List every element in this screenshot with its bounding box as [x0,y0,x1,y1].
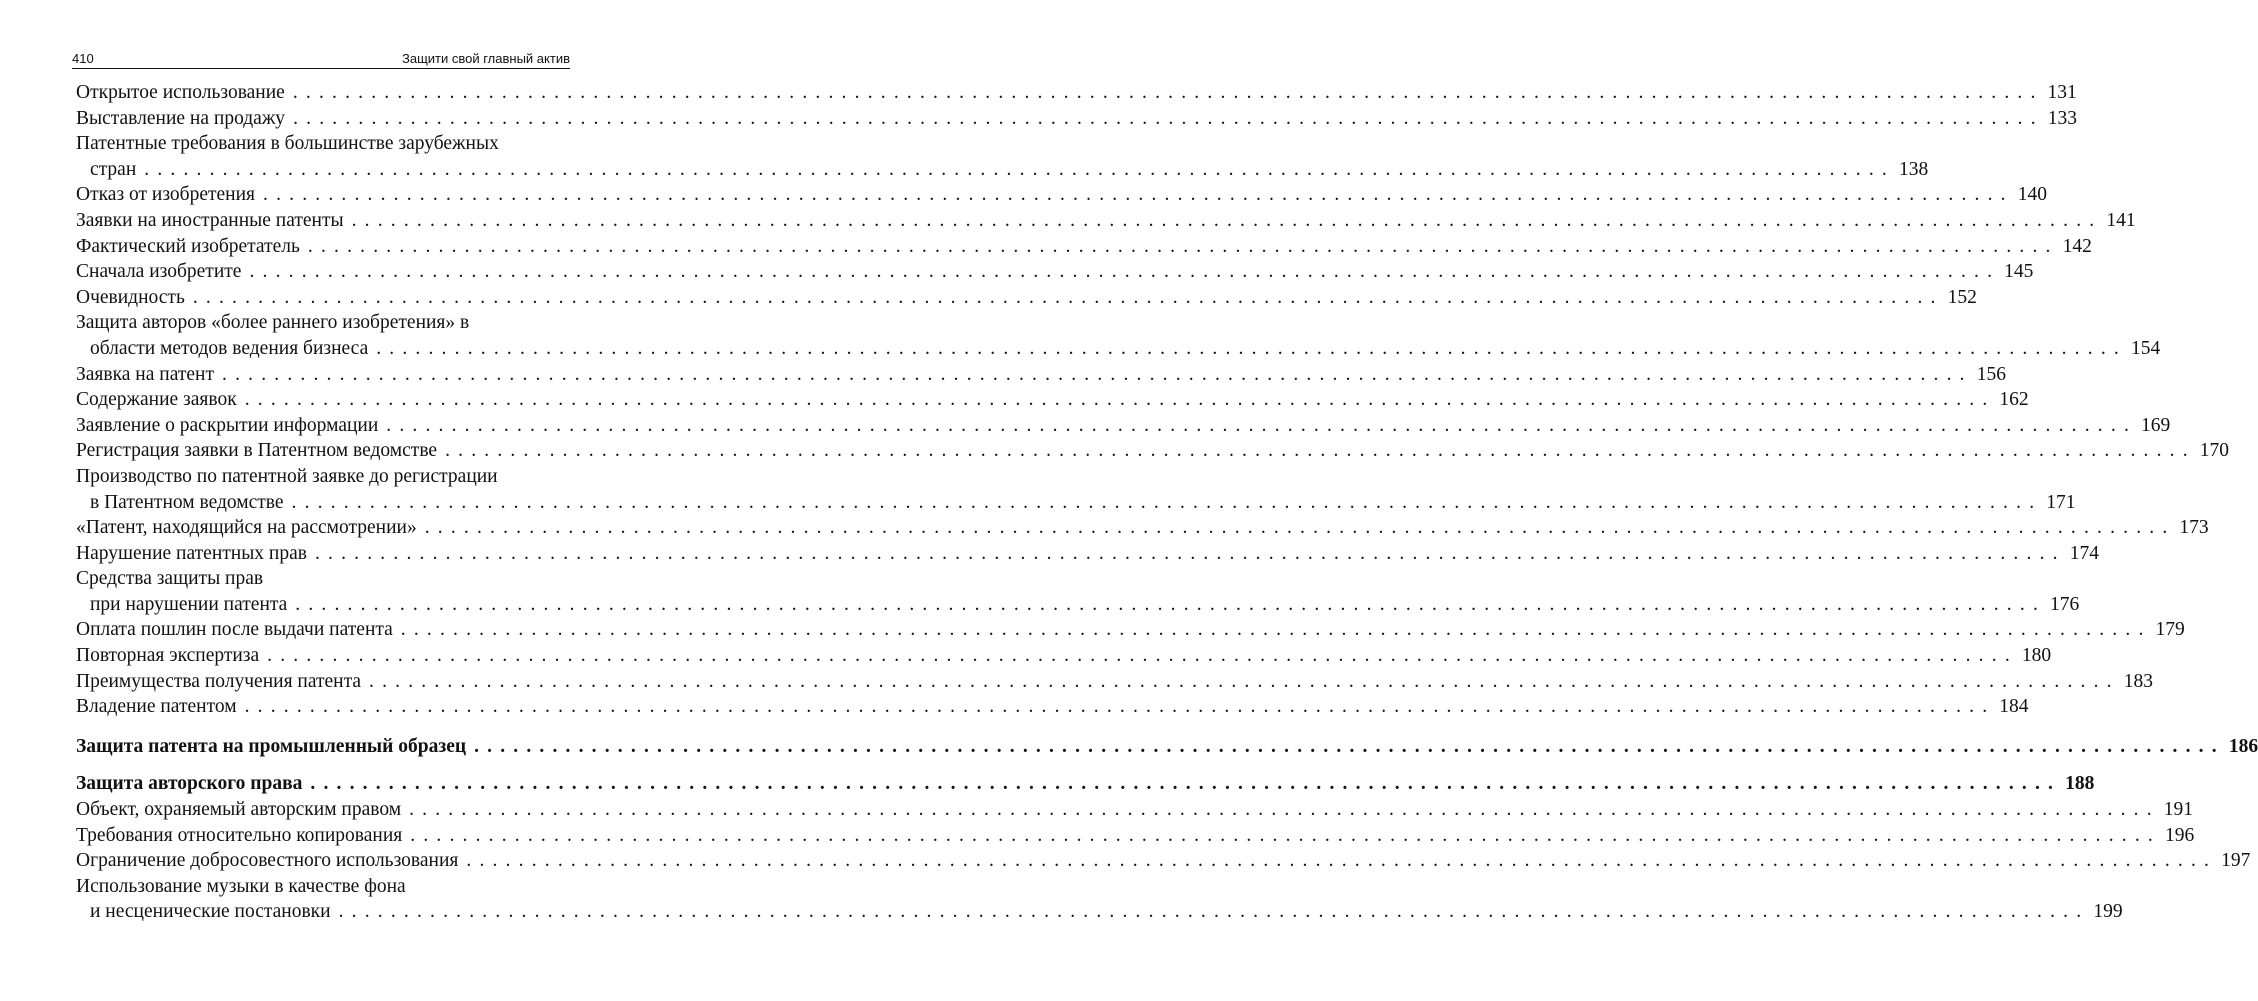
toc-entry-page: 169 [2141,414,2171,436]
dot-leader: ...................................................................................................................................... [400,619,2152,641]
toc-entry [76,669,2153,695]
dot-leader: ...................................................................................................................................... [263,184,2014,206]
toc-entry-title: Сначала изобретите [76,261,242,283]
toc-entry [76,592,2080,618]
toc-entry [76,387,2029,413]
toc-entry-title: Регистрация заявки в Патентном ведомстве [76,440,438,462]
toc-entry-page: 154 [2130,337,2161,359]
running-header [72,44,570,66]
dot-leader: ...................................................................................................................................... [291,491,2043,513]
toc-entry [76,617,2185,643]
toc-entry-page: 179 [2155,619,2185,641]
toc-entry [76,362,2006,388]
toc-entry-title-line1: Защита авторов «более раннего изобретения» в [76,312,470,334]
toc-entry-page: 170 [2199,440,2230,462]
toc-entry-page: 156 [1976,363,2006,385]
toc-entry-title: Заявление о раскрытии информации [76,414,379,436]
header-rule [72,68,570,69]
toc-entry-page: 138 [1898,158,1929,180]
toc-entry-title: Заявка на патент [76,363,214,385]
dot-leader: ...................................................................................................................................... [314,542,2066,564]
toc-entry [76,182,2047,208]
toc-section-heading [76,771,2095,797]
toc-entry [76,208,2136,234]
toc-entry-title: Заявки на иностранные патенты [76,209,344,231]
toc-entry [76,541,2099,567]
dot-leader: ...................................................................................................................................... [445,440,2196,462]
dot-leader: ...................................................................................................................................... [424,517,2176,539]
toc-entry-title-line1: Производство по патентной заявке до регистрации [76,465,498,487]
page-number: 410 [72,51,94,66]
toc-entry [76,515,2209,541]
toc-entry-page: 180 [2021,645,2052,667]
toc-entry-title-line1: Патентные требования в большинстве зарубежных [76,133,499,155]
dot-leader: ...................................................................................................................................... [474,735,2225,757]
dot-leader: ...................................................................................................................................... [307,235,2059,257]
toc-entry-title-line1: Использование музыки в качестве фона [76,875,406,897]
toc-entry-title: при нарушении патента [90,593,288,615]
dot-leader: ...................................................................................................................................... [310,773,2062,795]
toc-entry-title: Отказ от изобретения [76,184,256,206]
dot-leader: ...................................................................................................................................... [338,901,2090,923]
toc-entry-title: Содержание заявок [76,389,237,411]
dot-leader: ...................................................................................................................................... [376,337,2127,359]
toc-entry [76,643,2052,669]
toc-entry [76,848,2251,874]
toc-entry-page: 145 [2004,261,2034,283]
toc-entry [76,694,2029,720]
toc-entry-title: Нарушение патентных прав [76,542,307,564]
toc-entry-page: 183 [2123,670,2153,692]
dot-leader: ...................................................................................................................................... [369,670,2120,692]
dot-leader: ...................................................................................................................................... [267,645,2018,667]
toc-entry-title: Фактический изобретатель [76,235,300,257]
toc-entry [76,797,2194,823]
toc-entry [76,823,2195,849]
toc-entry-page: 152 [1947,286,1977,308]
toc-entry-title: Ограничение добросовестного использования [76,850,459,872]
running-title: Защити свой главный актив [402,51,570,66]
toc-entry-page: 191 [2163,799,2194,821]
toc-entry-page: 199 [2093,901,2123,923]
dot-leader: ...................................................................................................................................... [351,209,2103,231]
toc-entry-page: 186 [2228,735,2258,757]
toc-entry [76,106,2078,132]
toc-entry-title-line1: Средства защиты прав [76,568,264,590]
toc-entry-page: 197 [2221,850,2251,872]
dot-leader: ...................................................................................................................................... [144,158,1895,180]
toc-entry-title: Защита патента на промышленный образец [76,735,467,757]
dot-leader: ...................................................................................................................................... [249,261,2001,283]
toc-entry-title: Преимущества получения патента [76,670,362,692]
toc-entry-page: 141 [2106,209,2136,231]
toc-entry-page: 171 [2046,491,2076,513]
toc-entry [76,285,1977,311]
toc-entry [76,80,2077,106]
toc-entry-title: Повторная экспертиза [76,645,260,667]
toc-entry [76,899,2123,925]
dot-leader: ...................................................................................................................................... [244,696,1996,718]
toc-entry [76,234,2092,260]
toc-entry-title: Открытое использование [76,82,285,103]
dot-leader: ...................................................................................................................................... [244,389,1996,411]
toc-entry-title: Объект, охраняемый авторским правом [76,799,402,821]
dot-leader: ...................................................................................................................................... [409,799,2160,821]
toc-entry-page: 184 [1999,696,2029,718]
toc-entry [76,157,1929,183]
toc-entry-title: области методов ведения бизнеса [90,337,369,359]
toc-entry-title: в Патентном ведомстве [90,491,284,513]
toc-entry-page: 142 [2062,235,2092,257]
toc-entry-page: 196 [2164,824,2195,846]
toc-entry-title: Оплата пошлин после выдачи патента [76,619,393,641]
toc-entry-title: «Патент, находящийся на рассмотрении» [76,517,417,539]
dot-leader: ...................................................................................................................................... [410,824,2161,846]
dot-leader: ...................................................................................................................................... [293,107,2044,129]
toc-entry-page: 176 [2050,593,2080,615]
toc-section-heading [76,734,2258,760]
toc-entry-page: 173 [2179,517,2209,539]
toc-entry-page: 131 [2047,82,2077,103]
dot-leader: ...................................................................................................................................... [386,414,2138,436]
toc-entry-title: Требования относительно копирования [76,824,403,846]
toc-entry-page: 174 [2069,542,2099,564]
dot-leader: ...................................................................................................................................... [295,593,2047,615]
toc-entry [76,438,2230,464]
dot-leader: ...................................................................................................................................... [292,82,2044,103]
toc-entry-page: 140 [2017,184,2047,206]
toc-entry-title: Очевидность [76,286,185,308]
toc-entry [76,413,2171,439]
dot-leader: ...................................................................................................................................... [466,850,2218,872]
toc-entry [76,336,2161,362]
toc-entry-page: 188 [2065,773,2095,795]
dot-leader: ...................................................................................................................................... [192,286,1944,308]
toc-entry-title: и несценические постановки [90,901,331,923]
toc-entry-page: 162 [1999,389,2029,411]
toc-entry-title: Защита авторского права [76,773,303,795]
toc-entry-title: Владение патентом [76,696,237,718]
toc-entry [76,259,2034,285]
dot-leader: ...................................................................................................................................... [222,363,1973,385]
toc-entry-title: Выставление на продажу [76,107,286,129]
toc-entry [76,490,2076,516]
table-of-contents [76,80,2258,925]
toc-entry-page: 133 [2047,107,2078,129]
toc-entry-title: стран [90,158,137,180]
